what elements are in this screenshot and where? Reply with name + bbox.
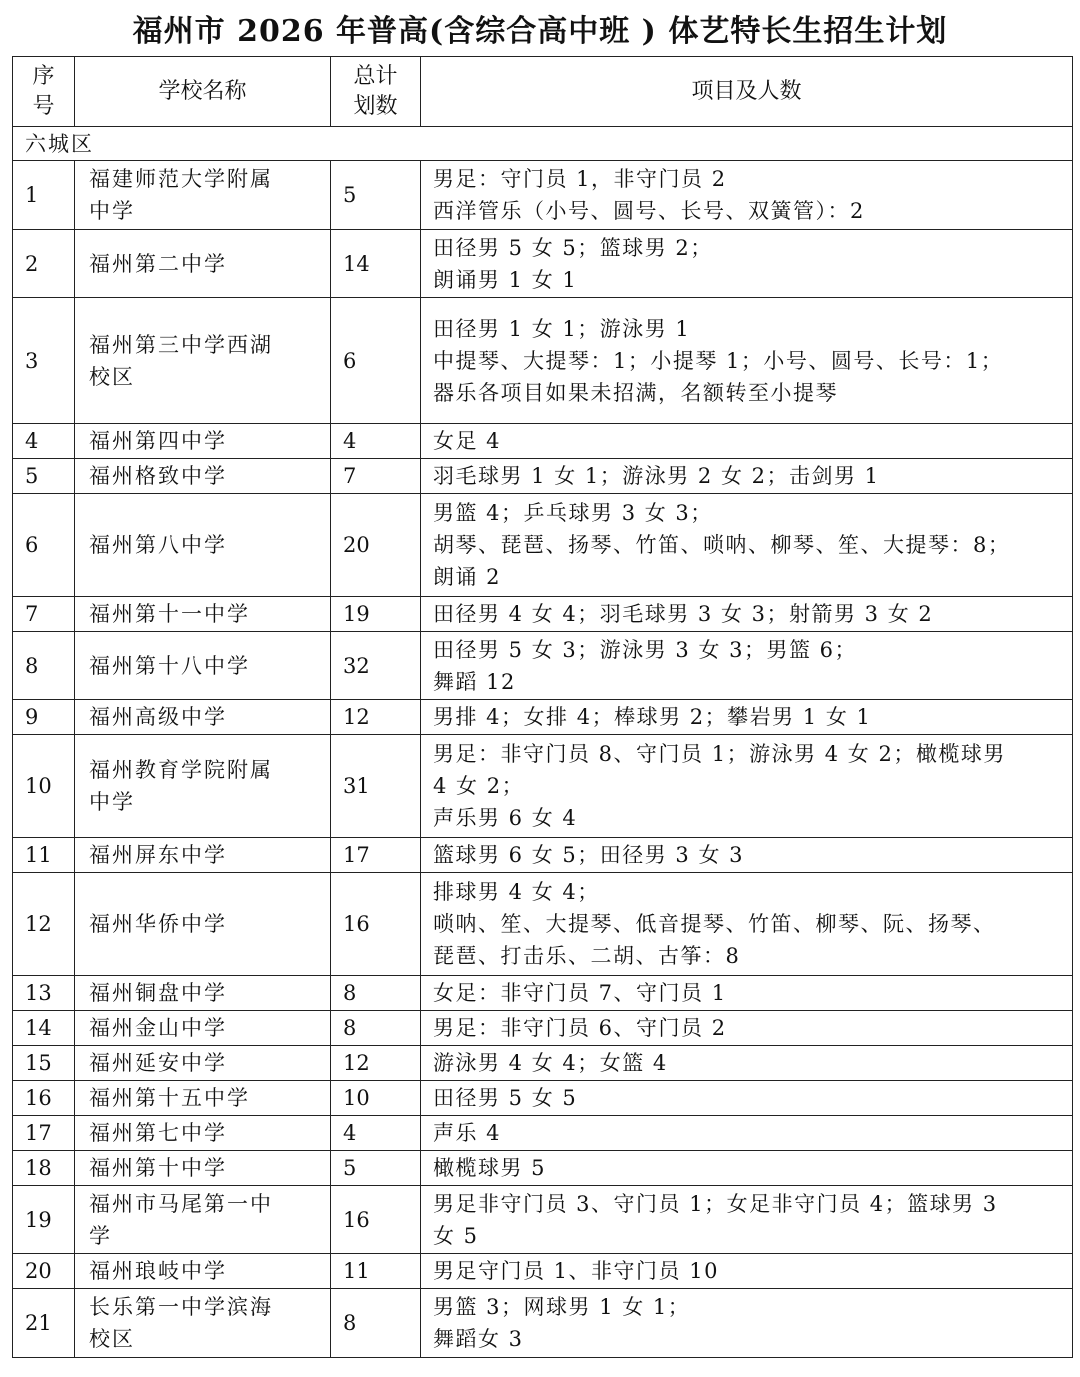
total-quota: 19	[331, 597, 421, 632]
header-total: 总计 划数	[331, 57, 421, 127]
item-line: 声乐男 6 女 4	[433, 806, 578, 830]
row-number: 4	[13, 424, 75, 459]
school-name-line: 福州高级中学	[89, 705, 227, 729]
total-quota: 8	[331, 976, 421, 1011]
table-row	[13, 700, 1073, 735]
school-name-line: 福州琅岐中学	[89, 1259, 227, 1283]
total-quota: 5	[331, 161, 421, 230]
school-name-line: 学	[89, 1223, 112, 1248]
items-and-counts	[421, 735, 1073, 838]
school-name	[75, 976, 331, 1011]
items-and-counts	[421, 1151, 1073, 1186]
row-number: 16	[13, 1081, 75, 1116]
item-line: 胡琴、琵琶、扬琴、竹笛、唢呐、柳琴、笙、大提琴：8；	[433, 533, 1011, 557]
page-title: 福州市 2026 年普高(含综合高中班 ) 体艺特长生招生计划	[132, 14, 948, 49]
row-number: 12	[13, 873, 75, 976]
items-and-counts	[421, 1186, 1073, 1254]
item-line: 唢呐、笙、大提琴、低音提琴、竹笛、柳琴、阮、扬琴、	[433, 912, 996, 936]
item-line: 4 女 2；	[433, 774, 525, 798]
school-name	[75, 838, 331, 873]
school-name-line: 福州格致中学	[89, 464, 227, 488]
school-name	[75, 1289, 331, 1358]
enrollment-table	[12, 56, 1073, 1358]
item-line: 男篮 4；乒乓球男 3 女 3；	[433, 501, 713, 525]
item-line: 舞蹈 12	[433, 669, 516, 694]
table-row	[13, 424, 1073, 459]
table-row	[13, 230, 1073, 298]
total-quota: 7	[331, 459, 421, 494]
table-row	[13, 632, 1073, 700]
total-quota: 16	[331, 873, 421, 976]
item-line: 田径男 5 女 5	[433, 1086, 578, 1110]
table-row	[13, 459, 1073, 494]
items-and-counts	[421, 1046, 1073, 1081]
school-name	[75, 161, 331, 230]
school-name	[75, 873, 331, 976]
item-line: 田径男 5 女 3；游泳男 3 女 3；男篮 6；	[433, 637, 858, 662]
total-quota: 5	[331, 1151, 421, 1186]
items-and-counts	[421, 161, 1073, 230]
items-and-counts	[421, 298, 1073, 424]
item-line: 男篮 3；网球男 1 女 1；	[433, 1295, 691, 1319]
items-and-counts	[421, 597, 1073, 632]
item-line: 田径男 1 女 1；游泳男 1	[433, 316, 691, 341]
table-row	[13, 1151, 1073, 1186]
school-name-line: 福州铜盘中学	[89, 981, 227, 1005]
total-quota: 20	[331, 494, 421, 597]
school-name-line: 福州第十五中学	[89, 1086, 250, 1110]
item-line: 朗诵 2	[433, 565, 502, 589]
total-quota: 8	[331, 1289, 421, 1358]
school-name-line: 校区	[89, 1327, 135, 1351]
items-and-counts	[421, 1289, 1073, 1358]
item-line: 舞蹈女 3	[433, 1327, 524, 1351]
school-name	[75, 1116, 331, 1151]
header-items: 项目及人数	[421, 57, 1073, 127]
item-line: 游泳男 4 女 4；女篮 4	[433, 1051, 668, 1075]
school-name	[75, 298, 331, 424]
row-number: 8	[13, 632, 75, 700]
row-number: 10	[13, 735, 75, 838]
total-quota: 12	[331, 700, 421, 735]
item-line: 男足：非守门员 6、守门员 2	[433, 1016, 727, 1040]
total-quota: 8	[331, 1011, 421, 1046]
header-school: 学校名称	[75, 57, 331, 127]
row-number: 7	[13, 597, 75, 632]
item-line: 男足：非守门员 8、守门员 1；游泳男 4 女 2；橄榄球男	[433, 742, 1006, 766]
item-line: 羽毛球男 1 女 1；游泳男 2 女 2；击剑男 1	[433, 464, 880, 488]
table-row	[13, 838, 1073, 873]
total-quota: 10	[331, 1081, 421, 1116]
school-name	[75, 1186, 331, 1254]
row-number: 6	[13, 494, 75, 597]
table-row	[13, 1046, 1073, 1081]
school-name-line: 福州第十中学	[89, 1156, 227, 1180]
items-and-counts	[421, 424, 1073, 459]
school-name-line: 福州第二中学	[89, 251, 227, 276]
total-quota: 32	[331, 632, 421, 700]
school-name	[75, 632, 331, 700]
item-line: 男排 4；女排 4；棒球男 2；攀岩男 1 女 1	[433, 705, 872, 729]
items-and-counts	[421, 1011, 1073, 1046]
items-and-counts	[421, 1081, 1073, 1116]
table-row	[13, 1254, 1073, 1289]
school-name	[75, 230, 331, 298]
school-name-line: 福州第十八中学	[89, 653, 250, 678]
school-name	[75, 735, 331, 838]
table-row	[13, 298, 1073, 424]
total-quota: 6	[331, 298, 421, 424]
items-and-counts	[421, 873, 1073, 976]
school-name-line: 长乐第一中学滨海	[89, 1295, 273, 1319]
item-line: 琵琶、打击乐、二胡、古筝：8	[433, 944, 741, 968]
row-number: 1	[13, 161, 75, 230]
table-row	[13, 1011, 1073, 1046]
row-number: 3	[13, 298, 75, 424]
school-name-line: 福州屏东中学	[89, 843, 227, 867]
table-row	[13, 976, 1073, 1011]
table-row	[13, 161, 1073, 230]
row-number: 19	[13, 1186, 75, 1254]
items-and-counts	[421, 230, 1073, 298]
school-name-line: 福建师范大学附属	[89, 167, 273, 191]
school-name-line: 中学	[89, 199, 135, 223]
total-quota: 12	[331, 1046, 421, 1081]
item-line: 中提琴、大提琴：1；小提琴 1；小号、圆号、长号：1；	[433, 348, 1004, 373]
row-number: 9	[13, 700, 75, 735]
total-quota: 4	[331, 424, 421, 459]
item-line: 声乐 4	[433, 1121, 502, 1145]
table-row	[13, 1289, 1073, 1358]
item-line: 男足非守门员 3、守门员 1；女足非守门员 4；篮球男 3	[433, 1191, 998, 1216]
items-and-counts	[421, 1254, 1073, 1289]
items-and-counts	[421, 494, 1073, 597]
table-row	[13, 1186, 1073, 1254]
row-number: 20	[13, 1254, 75, 1289]
school-name-line: 中学	[89, 790, 135, 814]
item-line: 田径男 4 女 4；羽毛球男 3 女 3；射箭男 3 女 2	[433, 602, 934, 626]
total-quota: 4	[331, 1116, 421, 1151]
item-line: 橄榄球男 5	[433, 1156, 547, 1180]
total-quota: 11	[331, 1254, 421, 1289]
items-and-counts	[421, 632, 1073, 700]
school-name	[75, 1011, 331, 1046]
row-number: 14	[13, 1011, 75, 1046]
school-name-line: 福州第四中学	[89, 429, 227, 453]
school-name	[75, 494, 331, 597]
school-name	[75, 1081, 331, 1116]
school-name-line: 福州第七中学	[89, 1121, 227, 1145]
table-row	[13, 597, 1073, 632]
table-row	[13, 873, 1073, 976]
school-name-line: 福州金山中学	[89, 1016, 227, 1040]
school-name	[75, 459, 331, 494]
row-number: 21	[13, 1289, 75, 1358]
school-name-line: 福州教育学院附属	[89, 758, 273, 782]
row-number: 5	[13, 459, 75, 494]
school-name-line: 福州市马尾第一中	[89, 1191, 273, 1216]
table-body	[13, 127, 1073, 1358]
school-name	[75, 1254, 331, 1289]
district-label: 六城区	[13, 127, 1073, 161]
items-and-counts	[421, 838, 1073, 873]
item-line: 女 5	[433, 1223, 479, 1248]
items-and-counts	[421, 976, 1073, 1011]
items-and-counts	[421, 1116, 1073, 1151]
table-row	[13, 1081, 1073, 1116]
school-name-line: 校区	[89, 364, 135, 389]
item-line: 朗诵男 1 女 1	[433, 267, 578, 292]
row-number: 11	[13, 838, 75, 873]
total-quota: 16	[331, 1186, 421, 1254]
table-row	[13, 1116, 1073, 1151]
items-and-counts	[421, 700, 1073, 735]
table-header-row	[13, 57, 1073, 127]
item-line: 女足：非守门员 7、守门员 1	[433, 981, 727, 1005]
table-row	[13, 494, 1073, 597]
school-name-line: 福州延安中学	[89, 1051, 227, 1075]
item-line: 器乐各项目如果未招满，名额转至小提琴	[433, 380, 838, 405]
school-name	[75, 1151, 331, 1186]
table-row	[13, 735, 1073, 838]
item-line: 西洋管乐（小号、圆号、长号、双簧管）：2	[433, 199, 865, 223]
school-name	[75, 424, 331, 459]
item-line: 男足：守门员 1，非守门员 2	[433, 167, 727, 191]
row-number: 15	[13, 1046, 75, 1081]
total-quota: 14	[331, 230, 421, 298]
row-number: 18	[13, 1151, 75, 1186]
row-number: 2	[13, 230, 75, 298]
school-name-line: 福州华侨中学	[89, 912, 227, 936]
item-line: 男足守门员 1、非守门员 10	[433, 1259, 719, 1283]
row-number: 17	[13, 1116, 75, 1151]
school-name-line: 福州第十一中学	[89, 602, 250, 626]
items-and-counts	[421, 459, 1073, 494]
total-quota: 31	[331, 735, 421, 838]
item-line: 田径男 5 女 5；篮球男 2；	[433, 235, 713, 260]
item-line: 女足 4	[433, 429, 502, 453]
school-name	[75, 597, 331, 632]
item-line: 篮球男 6 女 5；田径男 3 女 3	[433, 843, 744, 867]
school-name	[75, 700, 331, 735]
district-row	[13, 127, 1073, 161]
school-name-line: 福州第八中学	[89, 533, 227, 557]
school-name-line: 福州第三中学西湖	[89, 332, 273, 357]
header-no: 序 号	[13, 57, 75, 127]
item-line: 排球男 4 女 4；	[433, 880, 600, 904]
total-quota: 17	[331, 838, 421, 873]
row-number: 13	[13, 976, 75, 1011]
school-name	[75, 1046, 331, 1081]
